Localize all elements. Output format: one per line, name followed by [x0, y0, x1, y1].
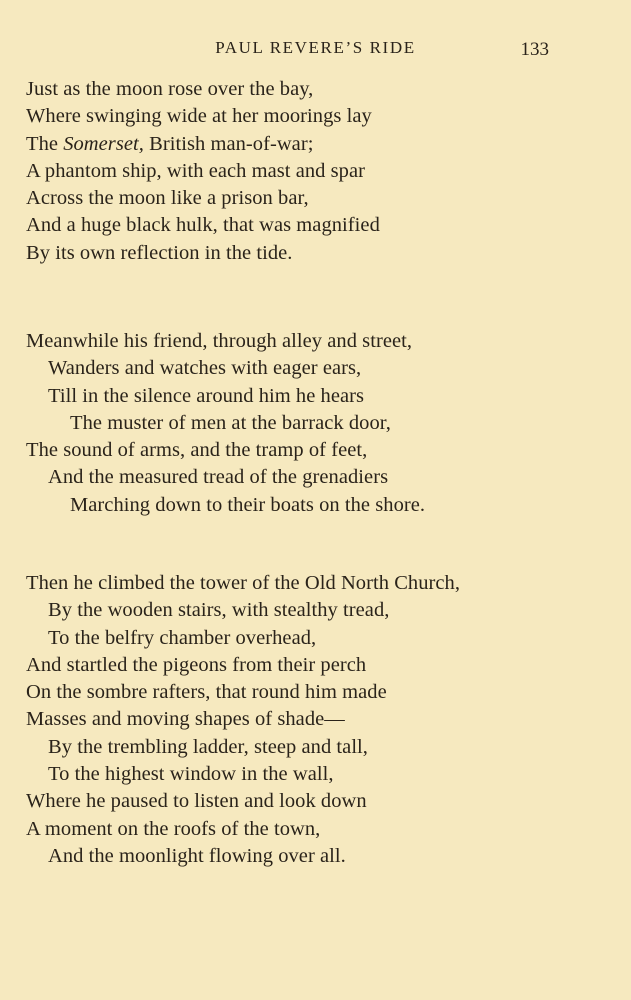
poem-line: Wanders and watches with eager ears,: [48, 357, 362, 380]
poem-line: Where he paused to listen and look down: [26, 790, 367, 813]
poem-line: By the wooden stairs, with stealthy tread,: [48, 599, 390, 622]
poem-line: The sound of arms, and the tramp of feet,: [26, 439, 368, 462]
stanza-3: [26, 570, 616, 870]
poem-line: By its own reflection in the tide.: [26, 241, 293, 264]
stanza-1: [26, 76, 616, 267]
poem-line: On the sombre rafters, that round him made: [26, 681, 387, 704]
ship-name-italic: Somerset,: [63, 132, 144, 155]
poem-line: A moment on the roofs of the town,: [26, 817, 321, 840]
page-number: 133: [520, 39, 549, 60]
stanza-2: [26, 328, 616, 519]
running-title: PAUL REVERE’S RIDE: [215, 38, 416, 57]
poem-line: Then he climbed the tower of the Old North Church,: [26, 572, 461, 594]
poem-line: And a huge black hulk, that was magnified: [26, 214, 380, 237]
poem-line: Just as the moon rose over the bay,: [26, 78, 314, 100]
poem-line: And startled the pigeons from their perch: [26, 653, 367, 676]
poem-line: Marching down to their boats on the shore.: [70, 493, 426, 516]
poem-line: Till in the silence around him he hears: [48, 384, 365, 407]
poem-line: To the belfry chamber overhead,: [48, 626, 317, 649]
poem-line: The muster of men at the barrack door,: [70, 411, 391, 434]
poem-line: Meanwhile his friend, through alley and street,: [26, 330, 413, 352]
line-text: British man-of-war;: [143, 132, 314, 155]
poem-line: Across the moon like a prison bar,: [26, 187, 309, 210]
poem-line: By the trembling ladder, steep and tall,: [48, 735, 368, 758]
poem-line: A phantom ship, with each mast and spar: [26, 159, 365, 182]
poem-line: Masses and moving shapes of shade—: [26, 708, 345, 731]
running-head: [0, 36, 631, 60]
poem-line: And the measured tread of the grenadiers: [48, 466, 389, 489]
line-text: The: [26, 132, 64, 155]
poem-line: And the moonlight flowing over all.: [48, 844, 346, 867]
poem-line: To the highest window in the wall,: [48, 763, 334, 786]
poem-line: [26, 131, 616, 158]
poem-line: Where swinging wide at her moorings lay: [26, 105, 372, 128]
